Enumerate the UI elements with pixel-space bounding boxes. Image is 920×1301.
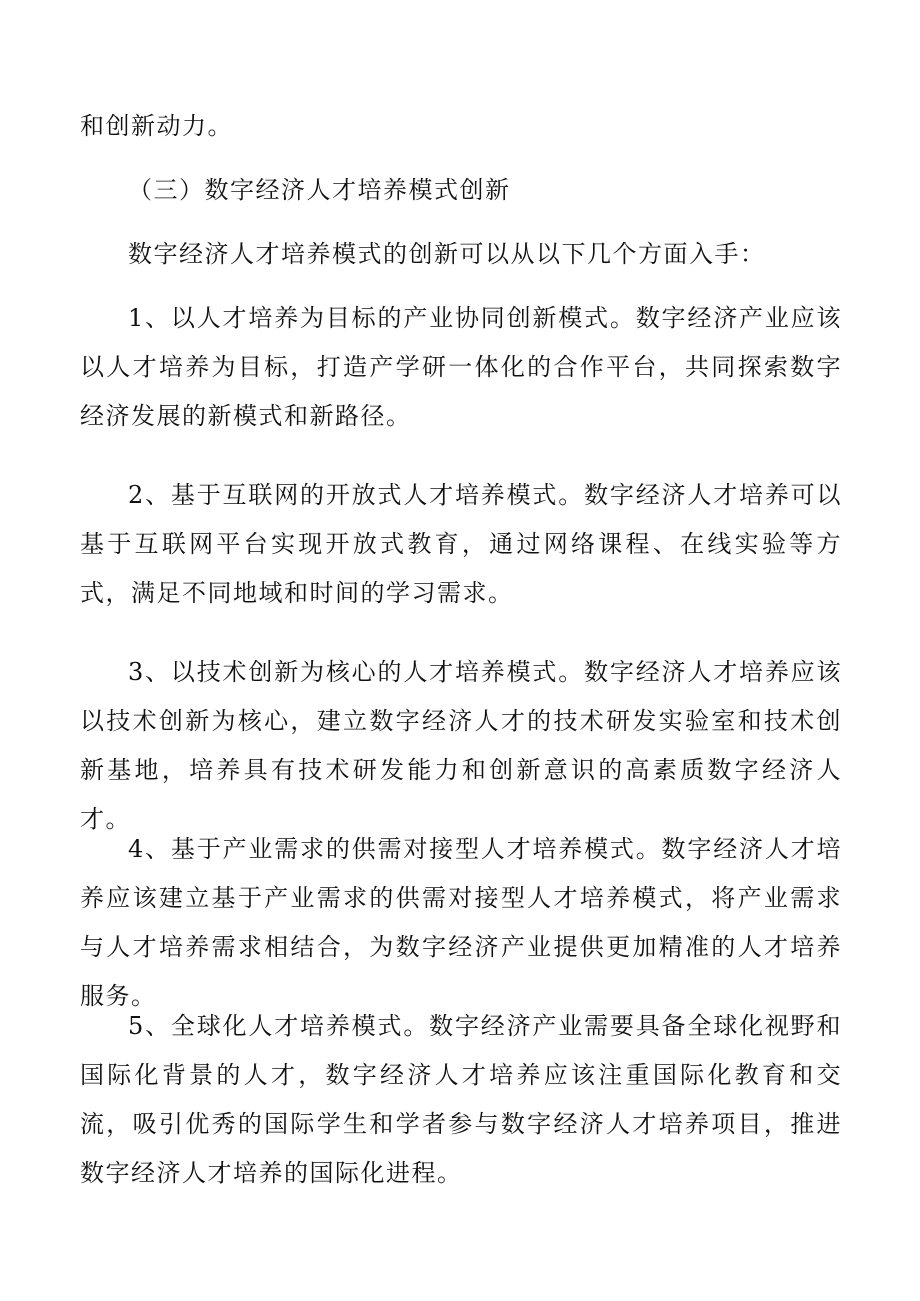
list-item-1: 1、以人才培养为目标的产业协同创新模式。数字经济产业应该以人才培养为目标，打造产学研一体化的合作平台，共同探索数字经济发展的新模式和新路径。 <box>80 304 842 430</box>
list-item-3: 3、以技术创新为核心的人才培养模式。数字经济人才培养应该以技术创新为核心，建立数字经济人才的技术研发实验室和技术创新基地，培养具有技术研发能力和创新意识的高素质数字经济人才。 <box>80 658 842 833</box>
continuation-paragraph: 和创新动力。 <box>80 112 233 140</box>
list-item-5: 5、全球化人才培养模式。数字经济产业需要具备全球化视野和国际化背景的人才，数字经济人才培养应该注重国际化教育和交流，吸引优秀的国际学生和学者参与数字经济人才培养项目，推进数字经济人才培养的国际化进程。 <box>80 1012 842 1187</box>
section-heading: （三）数字经济人才培养模式创新 <box>128 176 511 204</box>
intro-paragraph: 数字经济人才培养模式的创新可以从以下几个方面入手： <box>128 240 766 268</box>
list-item-4: 4、基于产业需求的供需对接型人才培养模式。数字经济人才培养应该建立基于产业需求的供需对接型人才培养模式，将产业需求与人才培养需求相结合，为数字经济产业提供更加精准的人才培养服务。 <box>80 835 842 1010</box>
list-item-2: 2、基于互联网的开放式人才培养模式。数字经济人才培养可以基于互联网平台实现开放式教育，通过网络课程、在线实验等方式，满足不同地域和时间的学习需求。 <box>80 481 842 607</box>
